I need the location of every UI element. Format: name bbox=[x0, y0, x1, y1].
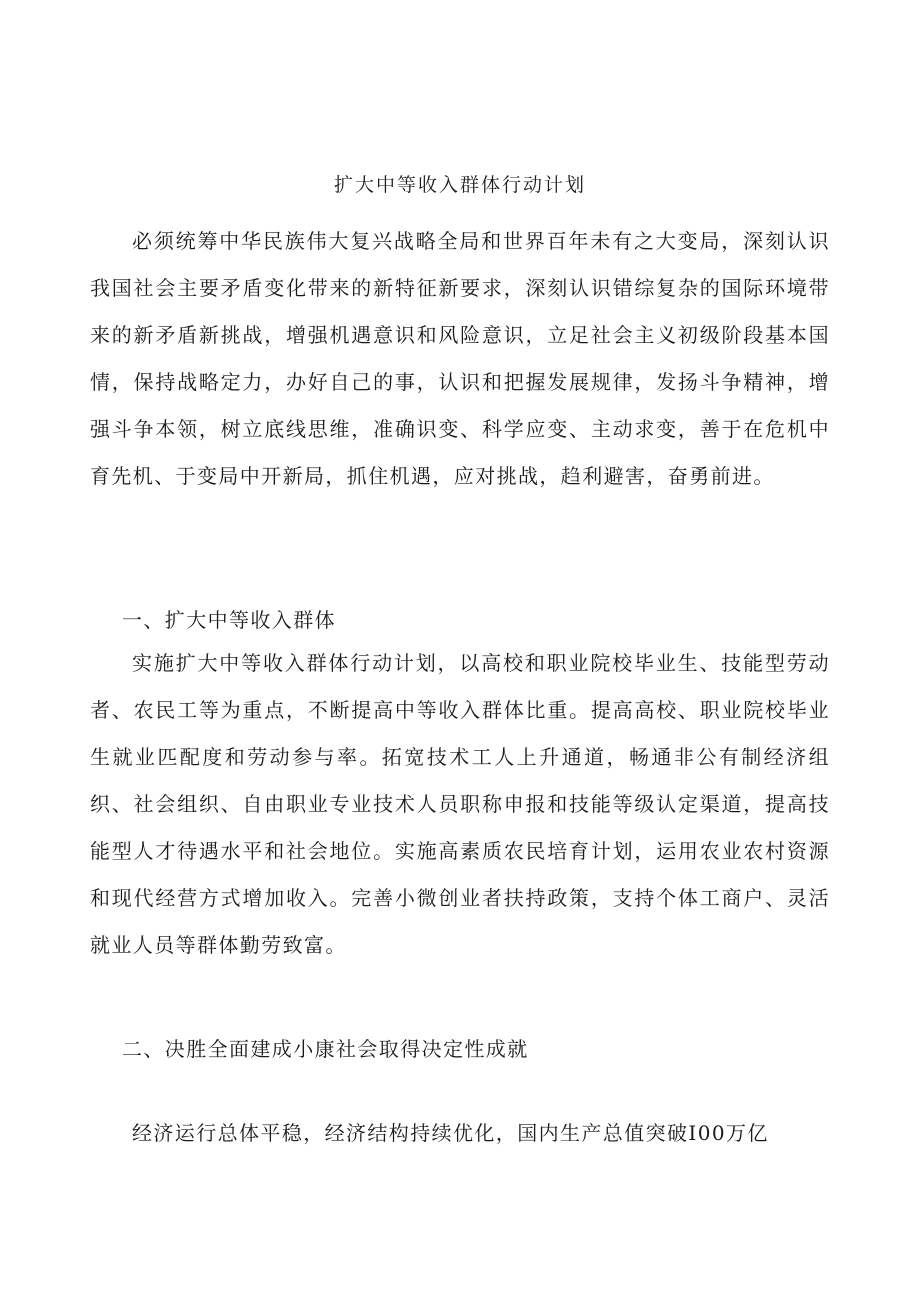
intro-paragraph: 必须统筹中华民族伟大复兴战略全局和世界百年未有之大变局，深刻认识我国社会主要矛盾变化带来的新特征新要求，深刻认识错综复杂的国际环境带来的新矛盾新挑战，增强机遇意识和风险意识，立足社会主义初级阶段基本国情，保持战略定力，办好自己的事，认识和把握发展规律，发扬斗争精神，增强斗争本领，树立底线思维，准确识变、科学应变、主动求变，善于在危机中育先机、于变局中开新局，抓住机遇，应对挑战，趋利避害，奋勇前进。 bbox=[90, 229, 830, 488]
section-1-heading: 一、扩大中等收入群体 bbox=[122, 608, 336, 632]
section-1-paragraph: 实施扩大中等收入群体行动计划，以高校和职业院校毕业生、技能型劳动者、农民工等为重点，不断提高中等收入群体比重。提高高校、职业院校毕业生就业匹配度和劳动参与率。拓宽技术工人上升通道，畅通非公有制经济组织、社会组织、自由职业专业技术人员职称申报和技能等级认定渠道，提高技能型人才待遇水平和社会地位。实施高素质农民培育计划，运用农业农村资源和现代经营方式增加收入。完善小微创业者扶持政策，支持个体工商户、灵活就业人员等群体勤劳致富。 bbox=[90, 651, 830, 957]
section-2-heading: 二、决胜全面建成小康社会取得决定性成就 bbox=[122, 1037, 529, 1061]
document-title: 扩大中等收入群体行动计划 bbox=[333, 174, 586, 196]
section-2-paragraph: 经济运行总体平稳，经济结构持续优化，国内生产总值突破I00万亿 bbox=[132, 1121, 769, 1145]
